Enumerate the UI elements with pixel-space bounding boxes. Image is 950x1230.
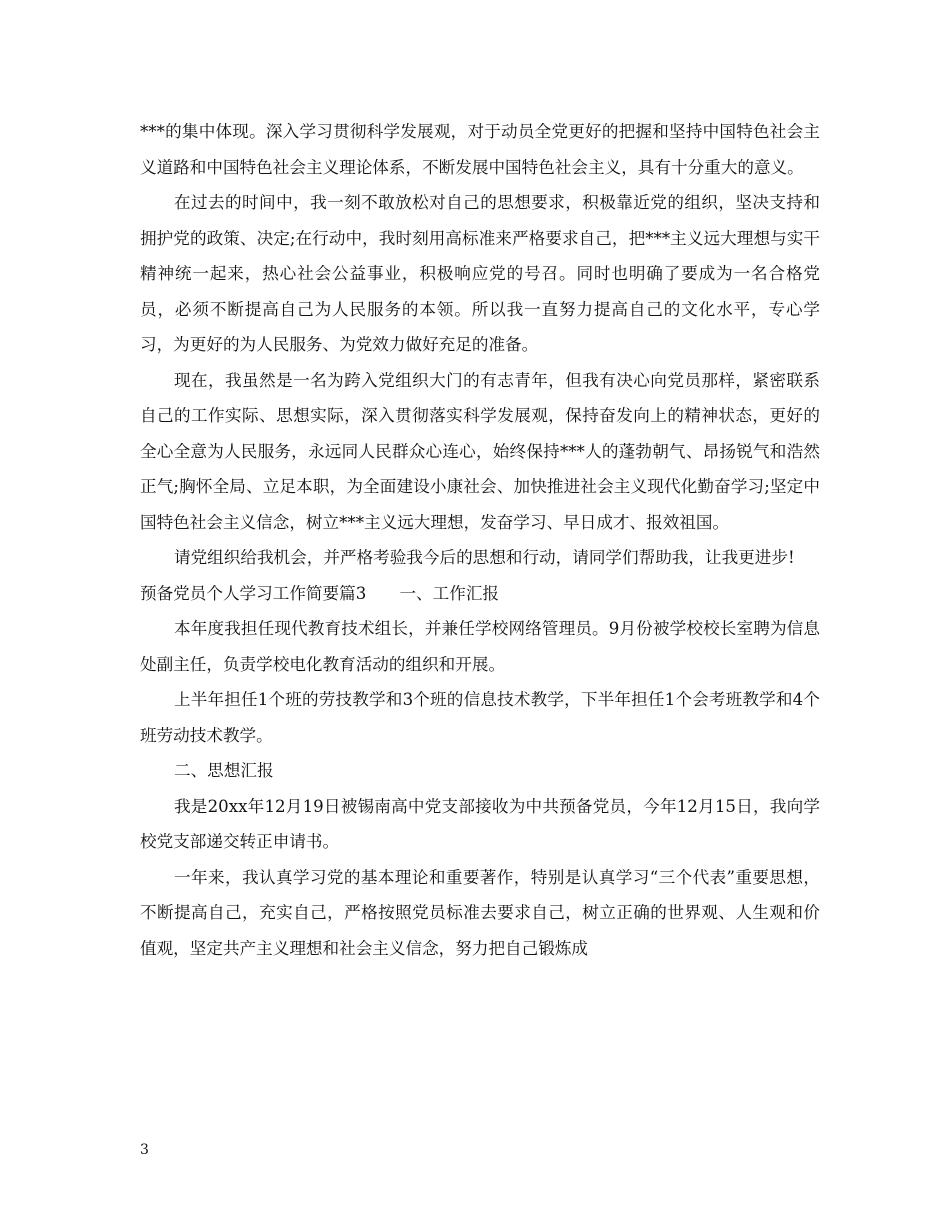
paragraph-6: 上半年担任1个班的劳技教学和3个班的信息技术教学，下半年担任1个会考班教学和4个班劳动技术教学。 (140, 690, 820, 745)
paragraph-5: 本年度我担任现代教育技术组长，并兼任学校网络管理员。9月份被学校校长室聘为信息处副主任，负责学校电化教育活动的组织和开展。 (140, 619, 820, 674)
paragraph-8: 一年来，我认真学习党的基本理论和重要著作，特别是认真学习“三个代表”重要思想，不断提高自己，充实自己，严格按照党员标准去要求自己，树立正确的世界观、人生观和价值观，坚定共产主义理想和社会主义信念，努力把自己锻炼成 (140, 867, 820, 958)
paragraph-4: 请党组织给我机会，并严格考验我今后的思想和行动，请同学们帮助我，让我更进步! (174, 548, 795, 567)
section-heading: 预备党员个人学习工作简要篇3 一、工作汇报 (140, 583, 500, 603)
paragraph-7: 我是20xx年12月19日被锡南高中党支部接收为中共预备党员，今年12月15日，我向学校党支部递交转正申请书。 (140, 796, 820, 851)
paragraph-1: ***的集中体现。深入学习贯彻科学发展观，对于动员全党更好的把握和坚持中国特色社会主义道路和中国特色社会主义理论体系，不断发展中国特色社会主义，具有十分重大的意义。 (140, 122, 820, 177)
paragraph-2: 在过去的时间中，我一刻不敢放松对自己的思想要求，积极靠近党的组织，坚决支持和拥护党的政策、决定;在行动中，我时刻用高标准来严格要求自己，把***主义远大理想与实干精神统一起来，热心社会公益事业，积极响应党的号召。同时也明确了要成为一名合格党员，必须不断提高自己为人民服务的本领。所以我一直努力提高自己的文化水平，专心学习，为更好的为人民服务、为党效力做好充足的准备。 (140, 193, 820, 354)
paragraph-3: 现在，我虽然是一名为跨入党组织大门的有志青年，但我有决心向党员那样，紧密联系自己的工作实际、思想实际，深入贯彻落实科学发展观，保持奋发向上的精神状态，更好的全心全意为人民服务，永远同人民群众心连心，始终保持***人的蓬勃朝气、昂扬锐气和浩然正气;胸怀全局、立足本职，为全面建设小康社会、加快推进社会主义现代化勤奋学习;坚定中国特色社会主义信念，树立***主义远大理想，发奋学习、早日成才、报效祖国。 (140, 370, 820, 532)
page-number: 3 (140, 1142, 149, 1158)
document-body (140, 114, 820, 966)
subheading-thought-report: 二、思想汇报 (174, 761, 274, 780)
